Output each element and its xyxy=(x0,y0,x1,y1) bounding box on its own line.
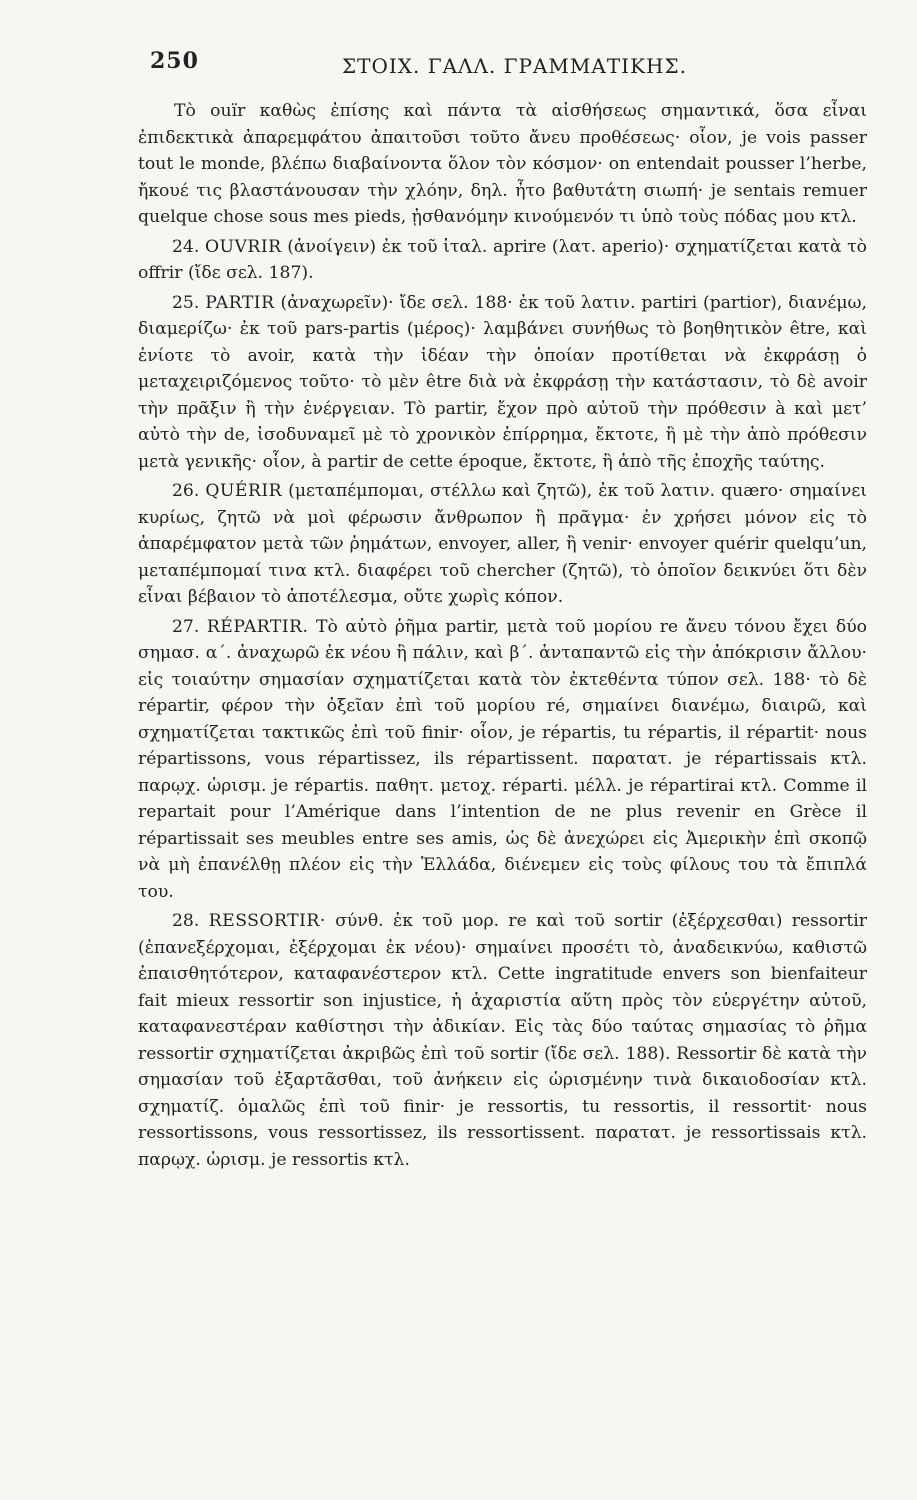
page-body xyxy=(138,98,867,1173)
paragraph-intro xyxy=(138,98,867,231)
entry-ressortir xyxy=(138,908,867,1173)
page-header xyxy=(150,40,862,84)
entry-number: 25. xyxy=(172,292,200,313)
entry-text: (ἀναχωρεῖν)· ἴδε σελ. 188· ἐκ τοῦ λατιν. partiri (partior), διανέμω, διαμερίζω· ἐκ τοῦ pars-partis (μέρος)· λαμβάνει συνήθως τὸ βοηθητικὸν être, καὶ ἐνίοτε τὸ avoir, κατὰ τὴν ἰδέαν τὴν ὁποίαν προτίθεται νὰ ἐκφράσῃ ὁ μεταχειριζόμενος τοῦτο· τὸ μὲν être διὰ νὰ ἐκφράσῃ τὴν κατάστασιν, τὸ δὲ avoir τὴν πρᾶξιν ἢ τὴν ἐνέργειαν. Τὸ partir, ἔχον πρὸ αὐτοῦ τὴν πρόθεσιν à καὶ μετ’ αὐτὸ τὴν de, ἰσοδυναμεῖ μὲ τὸ χρονικὸν ἐπίρρημα, ἔκτοτε, ἢ μὲ τὴν ἀπὸ πρόθεσιν μετὰ γενικῆς· οἷον, à partir de cette époque, ἔκτοτε, ἢ ἀπὸ τῆς ἐποχῆς ταύτης. xyxy=(138,292,867,472)
entry-text: σύνθ. ἐκ τοῦ μορ. re καὶ τοῦ sortir (ἐξέρχεσθαι) ressortir (ἐπανεξέρχομαι, ἐξέρχομαι ἐκ νέου)· σημαίνει προσέτι τὸ, ἀναδεικνύω, καθιστῶ ἐπαισθητότερον, καταφανέστερον κτλ. Cette ingratitude envers son bienfaiteur fait mieux ressortir son injustice, ἡ ἀχαριστία αὕτη πρὸς τὸν εὐεργέτην αὐτοῦ, καταφανεστέραν καθίστησι τὴν ἀδικίαν. Εἰς τὰς δύο ταύτας σημασίας τὸ ῥῆμα ressortir σχηματίζεται ἀκριβῶς ἐπὶ τοῦ sortir (ἴδε σελ. 188). Ressortir δὲ κατὰ τὴν σημασίαν τοῦ ἐξαρτᾶσθαι, τοῦ ἀνήκειν εἰς ὡρισμένην τινὰ δικαιοδοσίαν κτλ. σχηματίζ. ὁμαλῶς ἐπὶ τοῦ finir· je ressortis, tu ressortis, il ressortit· nous ressortissons, vous ressortissez, ils ressortissent. παρατατ. je ressortissais κτλ. παρῳχ. ὡρισμ. je ressortis κτλ. xyxy=(138,911,867,1170)
entry-headword: QUÉRIR xyxy=(205,481,283,501)
entry-headword: RÉPARTIR. xyxy=(206,616,309,637)
entry-number: 27. xyxy=(172,616,200,637)
paragraph-text: Τὸ ouïr καθὼς ἐπίσης καὶ πάντα τὰ αἰσθήσεως σημαντικά, ὅσα εἶναι ἐπιδεκτικὰ ἀπαρεμφάτου ἀπαιτοῦσι τοῦτο ἄνευ προθέσεως· οἷον, je vois passer tout le monde, βλέπω διαβαίνοντα ὅλον τὸν κόσμον· on entendait pousser l’herbe, ἤκουέ τις βλαστάνουσαν τὴν χλόην, δηλ. ἦτο βαθυτάτη σιωπή· je sentais remuer quelque chose sous mes pieds, ᾐσθανόμην κινούμενόν τι ὑπὸ τοὺς πόδας μου κτλ. xyxy=(138,101,867,227)
entry-text: (μεταπέμπομαι, στέλλω καὶ ζητῶ), ἐκ τοῦ λατιν. quæro· σημαίνει κυρίως, ζητῶ νὰ μοὶ φέρωσιν ἄνθρωπον ἢ πρᾶγμα· ἐν χρήσει μόνον εἰς τὸ ἀπαρέμφατον μετὰ τῶν ῥημάτων, envoyer, aller, ἢ venir· envoyer quérir quelqu’un, μεταπέμπομαί τινα κτλ. διαφέρει τοῦ chercher (ζητῶ), τὸ ὁποῖον δεικνύει ὅτι δὲν εἶναι βέβαιον τὸ ἀποτέλεσμα, οὔτε χωρὶς κόπον. xyxy=(138,481,867,607)
entry-repartir xyxy=(138,614,867,906)
entry-number: 28. xyxy=(172,911,200,931)
entry-headword: RESSORTIR· xyxy=(208,911,326,931)
entry-text: Τὸ αὐτὸ ῥῆμα partir, μετὰ τοῦ μορίου re ἄνευ τόνου ἔχει δύο σημασ. α´. ἀναχωρῶ ἐκ νέου ἢ πάλιν, καὶ β´. ἀνταπαντῶ εἰς τὴν ἀπόκρισιν ἄλλου· εἰς τοιαύτην σημασίαν σχηματίζεται κατὰ τὸν ἐκτεθέντα τύπον σελ. 188· τὸ δὲ répartir, φέρον τὴν ὀξεῖαν ἐπὶ τοῦ μορίου ré, σημαίνει διανέμω, διαιρῶ, καὶ σχηματίζεται τακτικῶς ἐπὶ τοῦ finir· οἷον, je répartis, tu répartis, il répartit· nous répartissons, vous répartissez, ils répartissent. παρατατ. je répartissais κτλ. παρῳχ. ὡρισμ. je répartis. παθητ. μετοχ. réparti. μέλλ. je répartirai κτλ. Comme il repartait pour l’Amérique dans l’intention de ne plus revenir en Grèce il répartissait ses meubles entre ses amis, ὡς δὲ ἀνεχώρει εἰς Ἀμερικὴν ἐπὶ σκοπῷ νὰ μὴ ἐπανέλθῃ πλέον εἰς τὴν Ἑλλάδα, διένεμεν εἰς τοὺς φίλους του τὰ ἔπιπλά του. xyxy=(138,616,867,902)
running-title: ΣΤΟΙΧ. ΓΑΛΛ. ΓΡΑΜΜΑΤΙΚΗΣ. xyxy=(342,54,687,78)
entry-ouvrir xyxy=(138,234,867,287)
entry-querir xyxy=(138,478,867,611)
entry-number: 26. xyxy=(172,481,200,501)
entry-partir xyxy=(138,290,867,476)
entry-text: (ἀνοίγειν) ἐκ τοῦ ἰταλ. aprire (λατ. aperio)· σχηματίζεται κατὰ τὸ offrir (ἴδε σελ. 187). xyxy=(138,236,867,283)
page-number: 250 xyxy=(150,48,199,74)
entry-headword: OUVRIR xyxy=(204,236,282,257)
entry-headword: PARTIR xyxy=(205,292,275,313)
entry-number: 24. xyxy=(172,236,200,257)
